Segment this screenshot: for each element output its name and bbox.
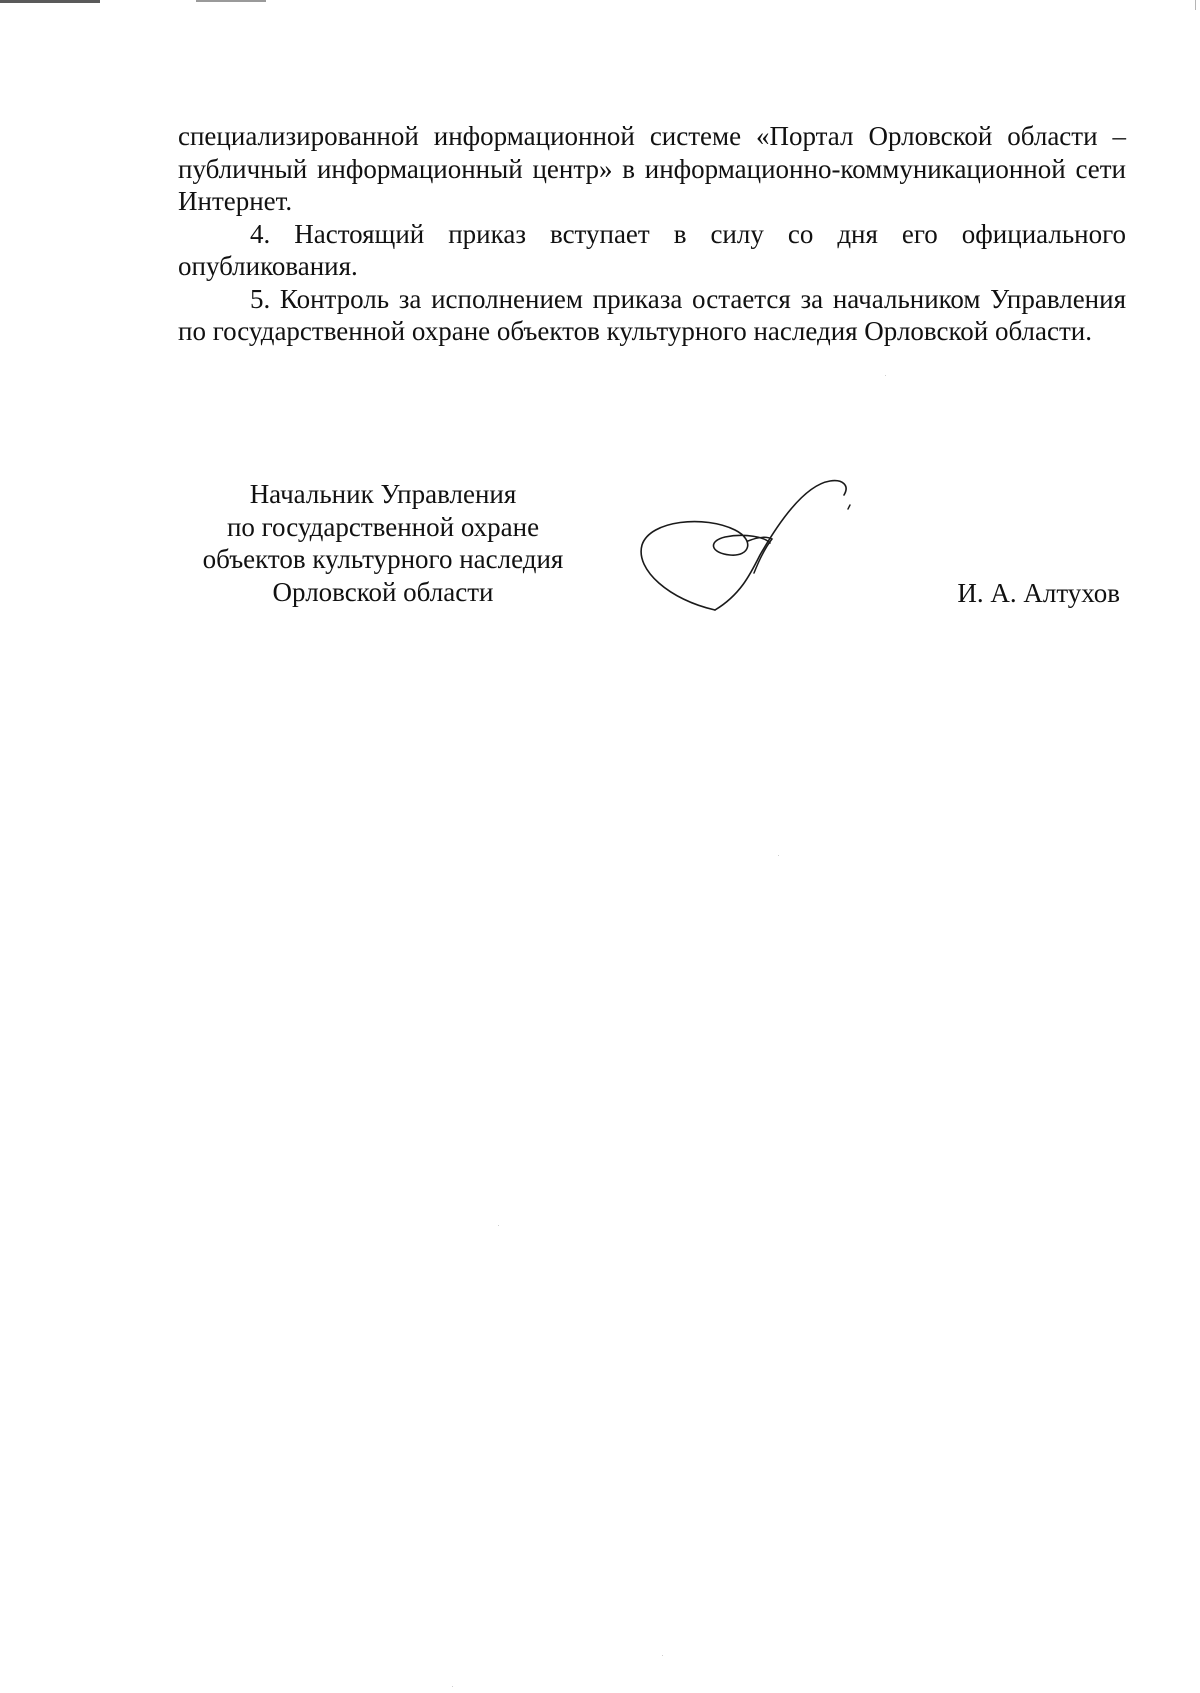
paragraph-item-5: 5. Контроль за исполнением приказа остается за начальником Управления по государственной охране объектов культурного наследия Орловской области. xyxy=(178,283,1126,346)
scan-edge-mark xyxy=(1195,0,1196,10)
scan-speck xyxy=(662,1655,663,1656)
scan-speck xyxy=(778,855,779,856)
signatory-position-line: Орловской области xyxy=(272,576,494,607)
paragraph-continuation: специализированной информационной системе «Портал Орловской области – публичный информационный центр» в информационно-коммуникационной сети Интернет. xyxy=(178,121,1126,216)
signatory-name: И. А. Алтухов xyxy=(957,578,1120,608)
signatory-position-line: объектов культурного наследия xyxy=(202,544,564,574)
scan-edge-mark xyxy=(0,0,100,3)
signatory-position-line: Начальник Управления xyxy=(249,479,517,509)
signatory-position-line: по государственной охране xyxy=(226,511,540,542)
scan-speck xyxy=(498,1225,499,1226)
scan-edge-mark xyxy=(196,0,266,2)
scan-speck xyxy=(452,1686,453,1687)
paragraph-item-4: 4. Настоящий приказ вступает в силу со дня его официального опубликования. xyxy=(178,218,1126,281)
scan-speck xyxy=(885,375,886,376)
document-body xyxy=(178,120,1126,348)
signatory-position xyxy=(178,478,588,608)
handwritten-signature xyxy=(630,475,870,625)
